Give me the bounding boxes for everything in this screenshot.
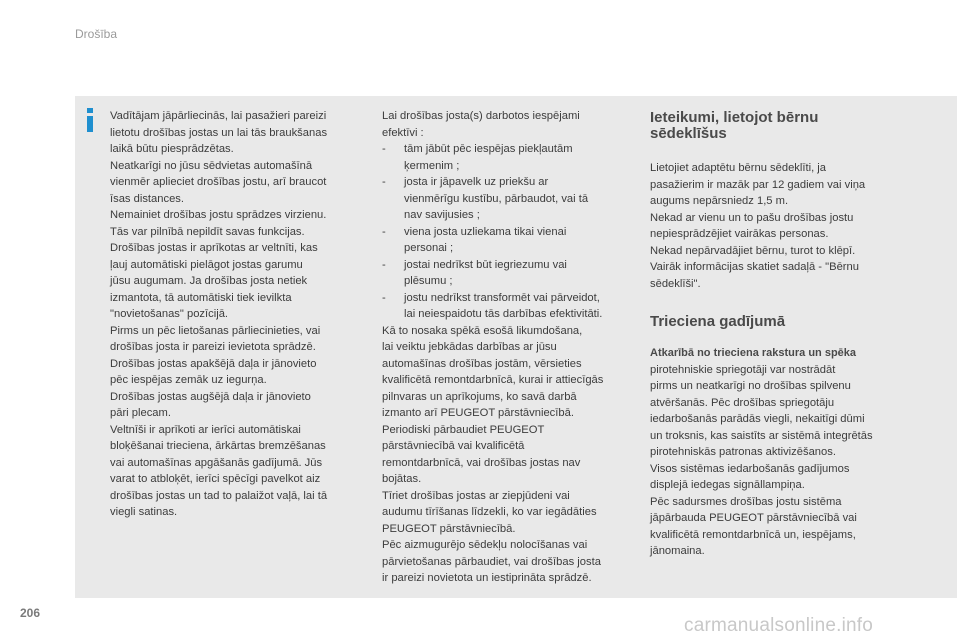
text-line: jūsu augumam. Ja drošības josta netiek (110, 275, 308, 287)
text-line: Drošības jostas apakšējā daļa ir jānovieto (110, 357, 317, 370)
text-line: atvēršanās. Pēc drošības spriegotāju (650, 396, 835, 409)
text-line: varat to atbloķēt, ierīci spēcīgi pavelkot aiz (110, 473, 321, 485)
text-line: lai neiespaidotu tās darbības efektivitāti. (404, 308, 603, 320)
text-line: Tās var pilnībā nepildīt savas funkcijas. (110, 225, 305, 238)
text-line: Pēc sadursmes drošības jostu sistēma (650, 495, 842, 508)
heading-child-seats (650, 110, 902, 142)
text-line: īsas distances. (110, 192, 184, 205)
text-line: iedarbošanās parādās viegli, nekaitīgi dūmi (650, 413, 865, 425)
column-seat-belts (110, 108, 355, 521)
text-line: vienmēr aplieciet drošības jostu, arī braucot (110, 176, 327, 188)
text-line: Nekad ar vienu un to pašu drošības jostu (650, 211, 854, 224)
text-line: tām jābūt pēc iespējas piekļautām (404, 143, 573, 155)
text-line: Visos sistēmas iedarbošanās gadījumos (650, 462, 850, 475)
text-line: pirotehniskie spriegotāji var nostrādāt (650, 363, 836, 376)
text-line: displejā iedegas signāllampiņa. (650, 479, 805, 491)
column-belt-effectiveness (382, 108, 630, 587)
list-item (382, 141, 630, 174)
text-line: laikā būtu piesprādzētas. (110, 143, 234, 155)
text-line: pasažierim ir mazāk par 12 gadiem vai viņa (650, 178, 866, 191)
text-line: Neatkarīgi no jūsu sēdvietas automašīnā (110, 159, 313, 172)
text-line: Lietojiet adaptētu bērnu sēdeklīti, ja (650, 162, 827, 174)
text-line: Pēc aizmugurējo sēdekļu nolocīšanas vai (382, 539, 588, 551)
text-line: Vadītājam jāpārliecinās, lai pasažieri pareizi (110, 110, 327, 122)
text-line: augums nepārsniedz 1,5 m. (650, 195, 789, 207)
page-number: 206 (20, 606, 41, 620)
list-dash: - (382, 291, 386, 304)
heading-line: Ieteikumi, lietojot bērnu (650, 109, 819, 126)
list-dash: - (382, 225, 386, 238)
text-line: vai automašīnas apgāšanās gadījumā. Jūs (110, 456, 323, 469)
text-line: Periodiski pārbaudiet PEUGEOT (382, 423, 545, 436)
text-line: Nekad nepārvadājiet bērnu, turot to klēpī. (650, 244, 856, 257)
text-line: pārvietošanas pārbaudiet, vai drošības josta (382, 555, 601, 568)
text-line: jāpārbauda PEUGEOT pārstāvniecībā vai (650, 512, 857, 524)
text-line: lietotu drošības jostas un lai tās braukšanas (110, 126, 328, 139)
text-line: pāri plecam. (110, 407, 171, 419)
text-line: Kā to nosaka spēkā esošā likumdošana, (382, 324, 583, 337)
text-line: josta ir jāpavelk uz priekšu ar (404, 176, 549, 188)
text-line: Lai drošības josta(s) darbotos iespējami (382, 110, 580, 122)
text-line: kvalificētā remontdarbnīcā, kurai ir attiecīgās (382, 374, 604, 386)
list-item (382, 257, 630, 290)
text-line: Nemainiet drošības jostu sprādzes virzienu. (110, 209, 327, 221)
text-line: pēc iespējas zemāk uz iegurņa. (110, 374, 267, 386)
text-line: drošības josta ir pareizi ievietota sprādzē. (110, 341, 316, 353)
text-line: Veltnīši ir aprīkoti ar ierīci automātiskai (110, 423, 301, 436)
watermark: carmanualsonline.info (684, 615, 874, 636)
text-line: izmantota, tā automātiski tiek ievilkta (110, 291, 292, 304)
text-line: drošības jostas un tad to palaižot vaļā, lai tā (110, 489, 328, 502)
text-line: ķermenim ; (404, 159, 460, 172)
text-line: bojātas. (382, 473, 422, 485)
impact-subtitle: Atkarībā no trieciena rakstura un spēka (650, 347, 857, 359)
text-line: viegli satinas. (110, 506, 178, 518)
text-line: lai veiktu jebkādas darbības ar jūsu (382, 341, 557, 353)
text-line: pilnvaras un aprīkojums, ko savā darbā (382, 390, 577, 403)
text-line: "novietošanas" pozīcijā. (110, 308, 229, 320)
text-line: viena josta uzliekama tikai vienai (404, 225, 567, 238)
text-line: ļauj automātiski pielāgot jostas garumu (110, 258, 303, 271)
text-line: audumu tīrīšanas līdzekli, ko var iegādāties (382, 506, 597, 518)
column-child-seats-and-impact (650, 110, 902, 560)
text-line: jostu nedrīkst transformēt vai pārveidot, (404, 291, 600, 304)
heading-line: sēdeklīšus (650, 125, 727, 142)
text-line: nepiesprādzējiet vairākas personas. (650, 228, 829, 240)
text-line: personai ; (404, 242, 454, 254)
text-line: Drošības jostas augšējā daļa ir jānovieto (110, 390, 311, 403)
section-title: Drošība (75, 27, 118, 41)
text-line: izmanto arī PEUGEOT pārstāvniecībā. (382, 407, 574, 419)
list-dash: - (382, 176, 386, 188)
text-line: efektīvi : (382, 126, 424, 139)
list-dash: - (382, 258, 386, 271)
text-line: pirotehniskās patronas aktivizēšanos. (650, 446, 836, 458)
text-line: Vairāk informācijas skatiet sadaļā - "Bērnu (650, 261, 859, 273)
text-line: jostai nedrīkst būt iegriezumu vai (404, 258, 567, 271)
text-line: Pirms un pēc lietošanas pārliecinieties, vai (110, 324, 321, 337)
text-line: ir pareizi novietota un iestiprināta sprādzē. (382, 572, 592, 584)
text-line: kvalificētā remontdarbnīcā un, iespējams, (650, 528, 856, 541)
list-item (382, 174, 630, 224)
text-line: jānomaina. (650, 545, 705, 557)
info-icon (84, 108, 96, 132)
text-line: un troksnis, kas saistīts ar sistēmā integrētās (650, 429, 873, 442)
text-line: automašīnas drošības jostām, vērsieties (382, 357, 582, 370)
text-line: nav savijusies ; (404, 209, 480, 221)
text-line: pirms un neatkarīgi no drošības spilvenu (650, 380, 851, 392)
text-line: vienmērīgu kustību, pārbaudot, vai tā (404, 192, 589, 205)
text-line: PEUGEOT pārstāvniecībā. (382, 522, 516, 535)
text-line: bloķēšanai trieciena, ārkārtas bremzēšanas (110, 440, 326, 452)
heading-impact: Trieciena gadījumā (650, 313, 786, 330)
text-line: Drošības jostas ir aprīkotas ar veltnīti, kas (110, 242, 318, 254)
list-dash: - (382, 143, 386, 155)
text-line: plēsumu ; (404, 275, 453, 287)
text-line: pārstāvniecībā vai kvalificētā (382, 440, 525, 452)
text-line: sēdeklīši". (650, 277, 701, 290)
text-line: Tīriet drošības jostas ar ziepjūdeni vai (382, 489, 570, 502)
list-item (382, 290, 630, 323)
list-item (382, 224, 630, 257)
text-line: remontdarbnīcā, vai drošības jostas nav (382, 456, 581, 469)
